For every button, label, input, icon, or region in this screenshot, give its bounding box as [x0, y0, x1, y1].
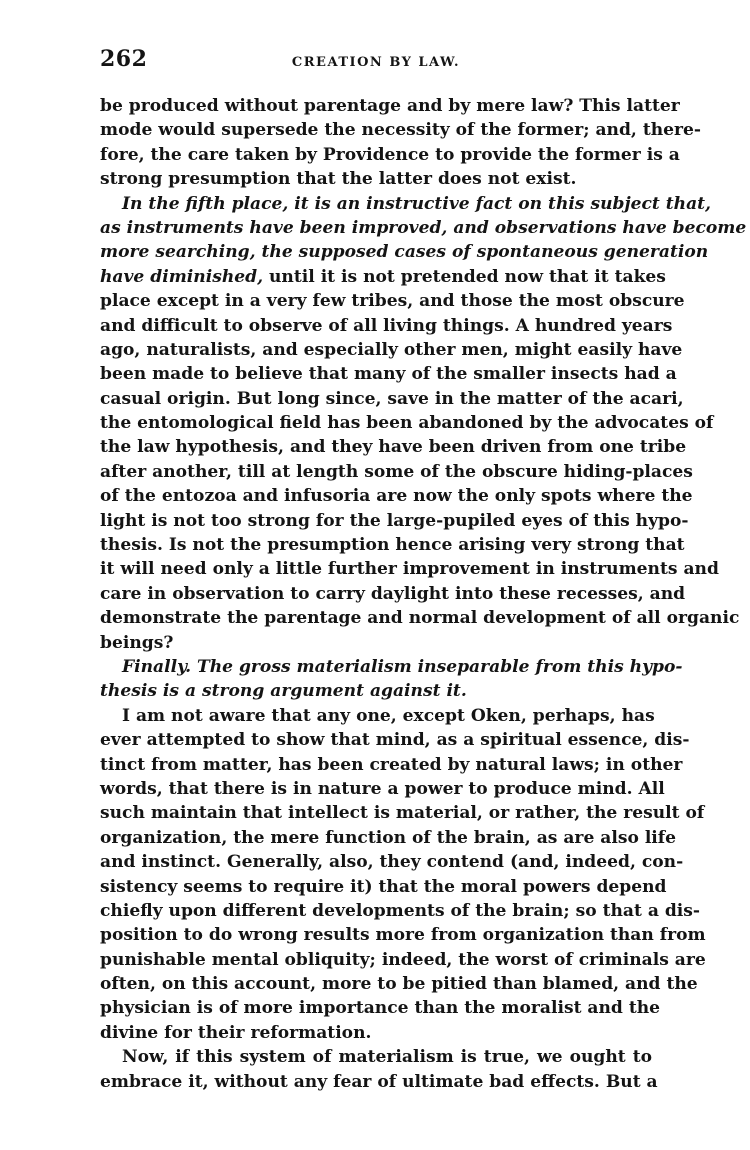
text-segment: have diminished,	[100, 266, 264, 287]
text-line: fore, the care taken by Providence to provide the former is a	[100, 144, 680, 165]
text-line: divine for their reformation.	[100, 1022, 372, 1043]
page-number: 262	[100, 46, 148, 72]
text-line: ever attempted to show that mind, as a spiritual essence, dis-	[100, 730, 690, 751]
text-line: of the entozoa and infusoria are now the only spots where the	[100, 486, 693, 507]
text-line: organization, the mere function of the brain, as are also life	[100, 827, 677, 848]
text-line	[100, 265, 666, 289]
text-line: thesis is a strong argument against it.	[100, 681, 467, 702]
text-line: been made to believe that many of the smaller insects had a	[100, 364, 677, 385]
text-line: chiefly upon different developments of the brain; so that a dis-	[100, 900, 701, 921]
text-line: and instinct. Generally, also, they contend (and, indeed, con-	[100, 852, 684, 873]
text-line: it will need only a little further improvement in instruments and	[100, 559, 719, 580]
text-line: and difficult to observe of all living things. A hundred years	[100, 315, 673, 336]
text-line: thesis. Is not the presumption hence arising very strong that	[100, 535, 685, 556]
text-line: Now, if this system of materialism is true, we ought to	[122, 1047, 652, 1068]
running-head: CREATION BY LAW.	[291, 55, 461, 70]
body-text	[100, 94, 747, 1094]
text-line: such maintain that intellect is material, or rather, the result of	[100, 803, 705, 824]
text-line: as instruments have been improved, and observations have become	[100, 217, 747, 238]
text-line: often, on this account, more to be pitied than blamed, and the	[100, 974, 698, 995]
text-line: tinct from matter, has been created by natural laws; in other	[100, 754, 683, 775]
text-line: demonstrate the parentage and normal development of all organic	[100, 608, 740, 629]
text-line: words, that there is in nature a power to produce mind. All	[100, 778, 665, 799]
page-header	[100, 46, 652, 78]
text-line: after another, till at length some of the obscure hiding-places	[100, 461, 693, 482]
text-line: physician is of more importance than the moralist and the	[100, 998, 661, 1019]
text-line: the entomological field has been abandoned by the advocates of	[100, 413, 714, 434]
text-line: be produced without parentage and by mere law? This latter	[100, 96, 680, 116]
text-line: strong presumption that the latter does not exist.	[100, 169, 577, 190]
text-line: position to do wrong results more from organization than from	[100, 925, 706, 946]
text-line: ago, naturalists, and especially other men, might easily have	[100, 339, 683, 360]
text-line: Finally. The gross materialism inseparable from this hypo-	[122, 656, 683, 677]
text-line: I am not aware that any one, except Oken, perhaps, has	[122, 705, 655, 726]
text-line: more searching, the supposed cases of spontaneous generation	[100, 242, 709, 263]
text-line: light is not too strong for the large-pupiled eyes of this hypo-	[100, 510, 689, 531]
text-line: punishable mental obliquity; indeed, the worst of criminals are	[100, 949, 706, 970]
text-line: care in observation to carry daylight into these recesses, and	[100, 583, 686, 604]
text-line: embrace it, without any fear of ultimate bad effects. But a	[100, 1071, 658, 1092]
text-segment: until it is not pretended now that it takes	[263, 266, 666, 287]
text-line: sistency seems to require it) that the moral powers depend	[100, 876, 667, 897]
text-line: the law hypothesis, and they have been driven from one tribe	[100, 437, 687, 458]
text-line: In the fifth place, it is an instructive fact on this subject that,	[122, 193, 712, 214]
text-line: mode would supersede the necessity of the former; and, there-	[100, 120, 702, 141]
text-line: place except in a very few tribes, and those the most obscure	[100, 291, 685, 312]
text-line: casual origin. But long since, save in the matter of the acari,	[100, 388, 684, 409]
text-line: beings?	[100, 632, 174, 653]
